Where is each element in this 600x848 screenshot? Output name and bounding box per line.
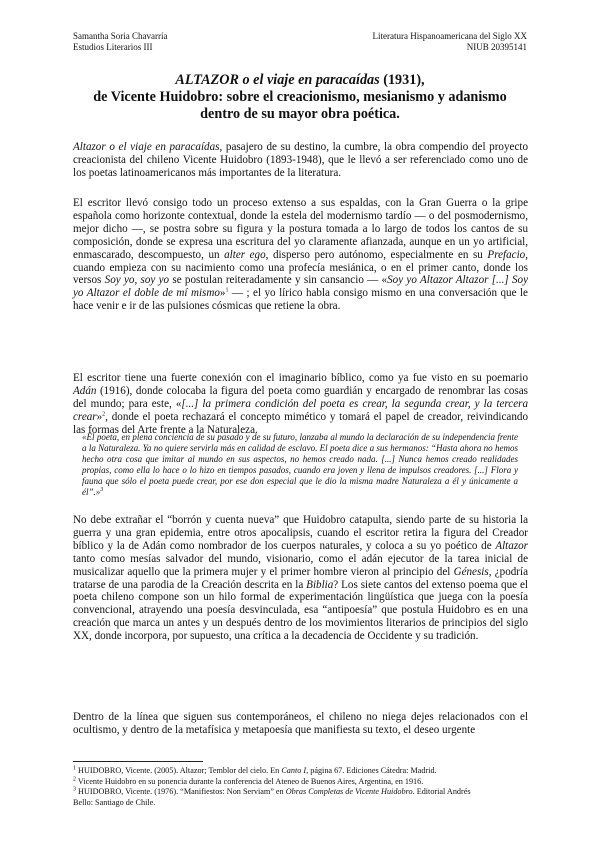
title-line-3: dentro de su mayor obra poética. (200, 106, 400, 122)
footnote-1-italic: Canto I (281, 766, 307, 775)
block-quote (82, 432, 518, 498)
footnote-2-text: Vicente Huidobro en su ponencia durante la conferencia del Ateneo de Buenos Aires, Argentina, en 1916. (76, 776, 424, 786)
paragraph-2 (73, 197, 528, 313)
paragraph-4 (73, 514, 528, 643)
footnote-ref-2[interactable]: 2 (102, 411, 106, 418)
p1-italic: Altazor o el viaje en paracaídas (73, 141, 220, 153)
p4-text-e: , ¿podría tratarse de una parodia de la Creación descrita en la (73, 565, 528, 591)
footnote-3-text-c: . Editorial Andrés (412, 787, 471, 797)
student-id: NIUB 20395141 (466, 42, 527, 52)
p2-text-k: — ; el yo lírico habla consigo mismo en una conversación que le hace venir e ir de las pulsiones cósmicas que retiene la obra. (73, 287, 528, 313)
subject-name: Literatura Hispanoamericana del Siglo XX (372, 31, 527, 41)
footnote-3-continuation: Bello: Santiago de Chile. (73, 797, 156, 807)
p2-italic-b: alter ego (224, 248, 266, 261)
author-name: Samantha Soria Chavarría (73, 31, 168, 41)
course-name: Estudios Literarios III (73, 42, 153, 52)
p2-text-e: , cuando empieza con su nacimiento como una profecía mesiánica, o en el primer canto, donde los versos (73, 248, 528, 287)
footnote-3-number: 3 (73, 786, 76, 793)
paragraph-3 (73, 372, 528, 437)
p3-text-g: , donde el poeta rechazará el concepto mimético y tomará el papel de creador, reivindicando las formas del Arte frente a la Naturaleza. (73, 410, 528, 436)
title-line-1 (60, 72, 540, 89)
p4-text-g: ? Los siete cantos del extenso poema que el poeta chileno compone son un hilo formal de experimentación lingüística que juega con la poesía convencional, atrayendo una poesía desvinculada, esa “antipoesía” que postula Huidobro es en una creación que marca un antes y un después dentro de los movimientos literarios de principios del siglo XX, donde incorpora, por supuesto, una crítica a la decadencia de Occidente y su tradición. (73, 578, 528, 643)
footnote-divider (73, 761, 203, 762)
footnote-1-number: 1 (73, 765, 76, 772)
p2-italic-h: Soy yo Altazor Altazor [...] Soy yo Altazor el doble de mí mismo (73, 274, 529, 300)
p3-text-c: (1916), donde colocaba la figura del poeta como guardián y encargado de renombrar las cosas del mundo; para este, « (73, 384, 528, 410)
p2-italic-f: Soy yo, soy yo (104, 274, 170, 287)
p3-text-a: El escritor tiene una fuerte conexión con el imaginario bíblico, como ya fue visto en su poemario (73, 372, 528, 384)
p2-text-g: se postulan reiteradamente y sin cansancio — « (169, 274, 388, 287)
p2-text-i: » (219, 287, 226, 300)
title-line-2: de Vicente Huidobro: sobre el creacionismo, mesianismo y adanismo (93, 89, 507, 105)
p3-italic-d: [...] la primera condición del poeta es crear, la segunda crear, y la tercera crear (73, 397, 528, 423)
quote-text: «El poeta, en plena conciencia de su pasado y de su futuro, lanzaba al mundo la declaración de su independencia frente a la Naturaleza. Ya no quiere servirla más en calidad de esclavo. El poeta dice a sus hermanos: “Hasta ahora no hemos hecho otra cosa que imitar al mundo en sus aspectos, no hemos creado nada. [...] Nunca hemos creado realidades propias, como ella lo hace o lo hizo en tiempos pasados, cuando era joven y llena de impulsos creadores. [...] Flora y fauna que sólo el poeta puede crear, por ese don especial que le dio la misma madre Naturaleza a él y únicamente a él”.» (82, 432, 518, 497)
footnote-1 (73, 766, 528, 777)
footnote-3-text-a: HUIDOBRO, Vicente. (1976). “Manifiestos: Non Serviam” en (76, 787, 286, 797)
footnote-1-text-c: , página 67. Ediciones Cátedra: Madrid. (306, 766, 437, 775)
p4-text-c: tanto como mesías salvador del mundo, visionario, como el adán ejecutor de la tarea inicial de musicalizar aquello que la primera mujer y el primer hombre vieron al principio del (73, 552, 528, 578)
footnote-ref-3[interactable]: 3 (100, 487, 104, 493)
footnote-ref-1[interactable]: 1 (225, 287, 229, 294)
header-right (373, 31, 527, 53)
p4-text-a: No debe extrañar el “borrón y cuenta nueva” que Huidobro catapulta, siendo parte de su historia la guerra y una gran epidemia, entre otros apocalipsis, cuando el escritor retira la figura del Creador bíblico y la de Adán como nombrador de los cuerpos naturales, y coloca a su yo poético de (73, 514, 528, 552)
title-year: (1931), (379, 72, 425, 88)
p2-italic-d: Prefacio (487, 248, 526, 261)
footnote-3 (73, 787, 528, 798)
paragraph-1 (73, 141, 528, 180)
header-left (73, 31, 167, 53)
footnote-1-text-a: HUIDOBRO, Vicente. (2005). Altazor; Temblor del cielo. En (76, 766, 282, 775)
p2-text-a: El escritor llevó consigo todo un proceso extenso a sus espaldas, con la Gran Guerra o la gripe española como horizonte contextual, donde la estela del modernismo tardío — o del posmodernismo, mejor dicho —, se postra sobre su figura y la postura tomada a lo largo de todos los cantos de su composición, donde se expresa una escritura del yo claramente afianzada, aunque en un yo artificial, enmascarado, descompuesto, un (73, 197, 528, 261)
footnote-3-italic: Obras Completas de Vicente Huidobro (285, 787, 413, 797)
p3-text-e: » (96, 410, 103, 423)
footnotes (73, 766, 528, 808)
p4-italic-f: Biblia (306, 578, 334, 591)
footnote-2 (73, 777, 528, 788)
page-title (60, 72, 540, 123)
p4-italic-b: Altazor (495, 539, 528, 552)
p4-italic-d: Génesis (453, 565, 489, 578)
p3-italic-b: Adán (73, 384, 97, 397)
title-italic: ALTAZOR o el viaje en paracaídas (175, 72, 380, 88)
p1-text: , pasajero de su destino, la cumbre, la obra compendio del proyecto creacionista del chileno Vicente Huidobro (1893-1948), que le llevó a ser referenciado como uno de los poetas latinoamericanos más importantes de la literatura. (73, 141, 528, 179)
p2-text-c: , disperso pero autónomo, especialmente en su (265, 248, 488, 261)
footnote-2-number: 2 (73, 775, 76, 782)
paragraph-5: Dentro de la línea que siguen sus contemporáneos, el chileno no niega dejes relacionados con el ocultismo, y dentro de la metafísica y metapoesía que manifiesta su texto, el deseo urgente (73, 711, 528, 736)
